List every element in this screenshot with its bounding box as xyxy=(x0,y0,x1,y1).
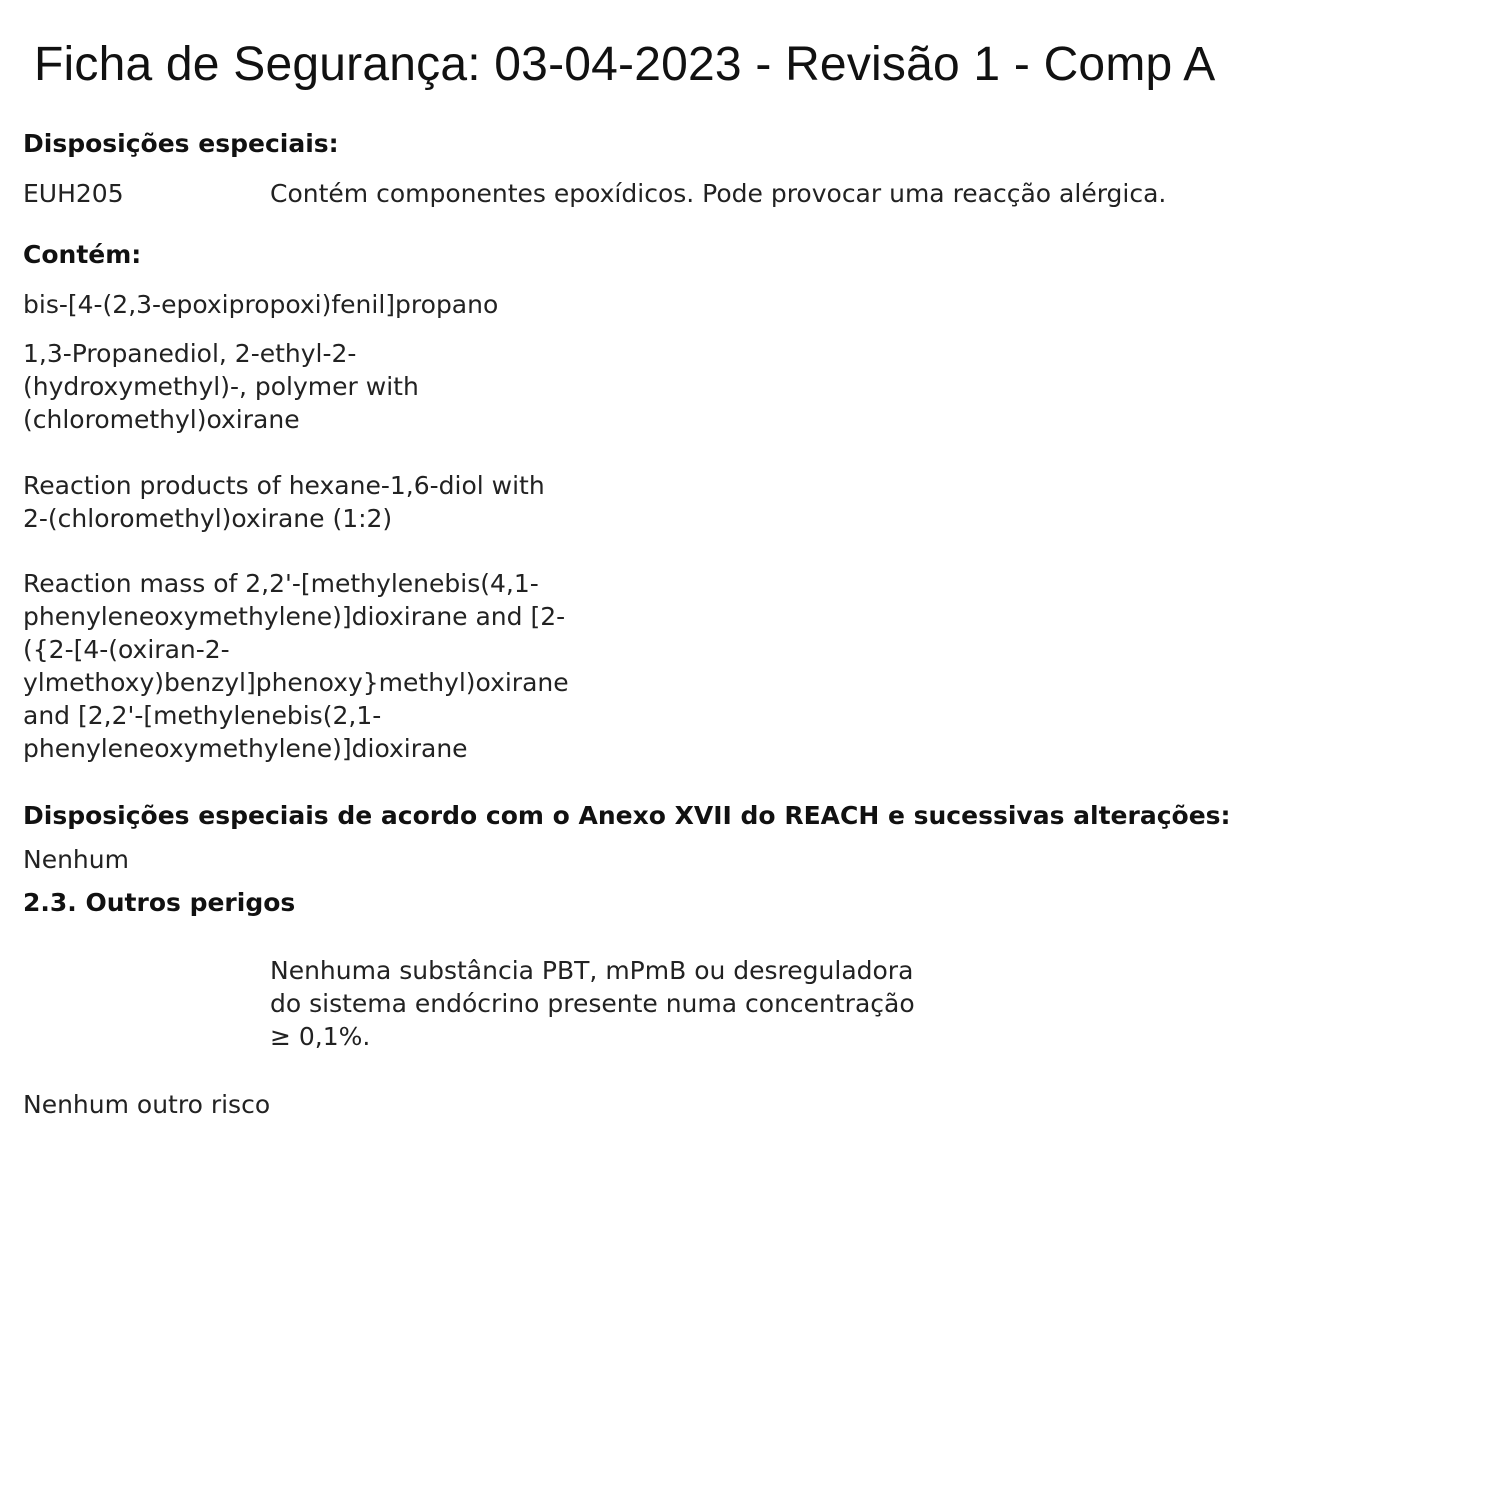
pbt-statement: Nenhuma substância PBT, mPmB ou desreguladora do sistema endócrino presente numa concentração ≥ 0,1%. xyxy=(270,956,915,1051)
hazard-statement: Contém componentes epoxídicos. Pode provocar uma reacção alérgica. xyxy=(270,179,1167,208)
contains-heading: Contém: xyxy=(23,240,142,269)
special-provisions-heading: Disposições especiais: xyxy=(23,129,339,158)
page-title: Ficha de Segurança: 03-04-2023 - Revisão 1 - Comp A xyxy=(34,38,1216,91)
substance-item: Reaction products of hexane-1,6-diol with 2-(chloromethyl)oxirane (1:2) xyxy=(23,471,545,533)
hazard-code: EUH205 xyxy=(23,179,124,208)
substance-item: 1,3-Propanediol, 2-ethyl-2- (hydroxymethyl)-, polymer with (chloromethyl)oxirane xyxy=(23,339,419,434)
reach-annex-heading: Disposições especiais de acordo com o Anexo XVII do REACH e sucessivas alterações: xyxy=(23,801,1231,830)
substance-item: Reaction mass of 2,2'-[methylenebis(4,1- phenyleneoxymethylene)]dioxirane and [2- ({2-[4-(oxiran-2- ylmethoxy)benzyl]phenoxy}methyl)oxirane and [2,2'-[methylenebis(2,1- phenyleneoxymethylene)]dioxirane xyxy=(23,569,569,763)
substance-item: bis-[4-(2,3-epoxipropoxi)fenil]propano xyxy=(23,290,499,319)
reach-annex-value: Nenhum xyxy=(23,845,129,874)
other-risk-statement: Nenhum outro risco xyxy=(23,1090,271,1119)
other-hazards-heading: 2.3. Outros perigos xyxy=(23,888,296,917)
